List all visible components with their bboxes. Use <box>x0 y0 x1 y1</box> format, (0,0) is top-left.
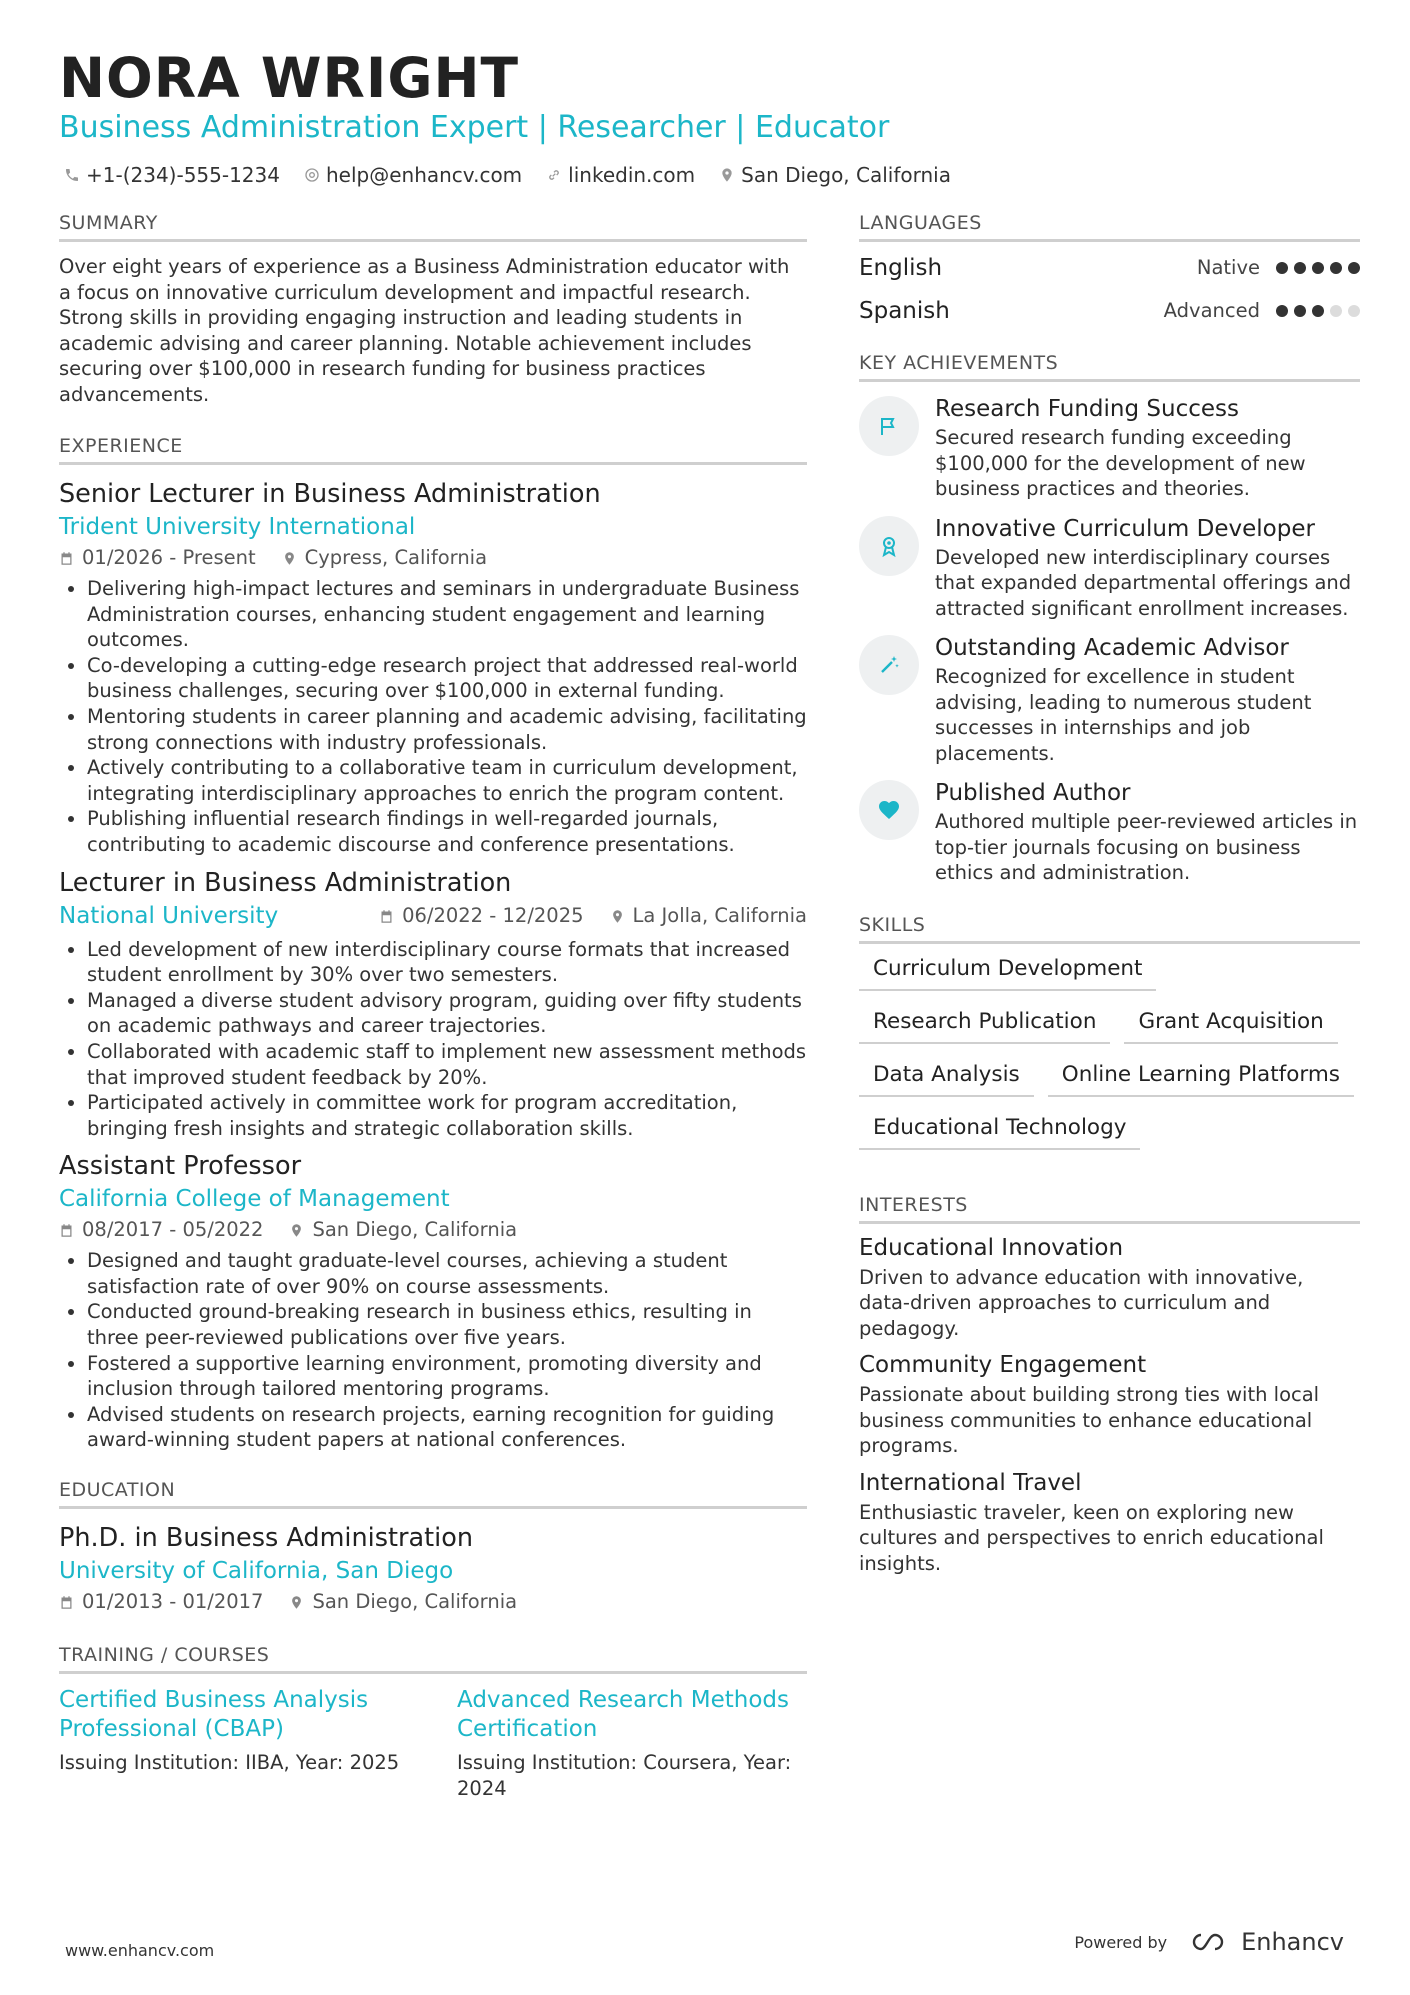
skill-tag: Online Learning Platforms <box>1048 1058 1354 1097</box>
skills-list <box>859 952 1360 1150</box>
training-section <box>59 1644 807 1801</box>
language-name: English <box>859 254 943 281</box>
rating-dot <box>1312 305 1324 317</box>
language-level: Advanced <box>1163 299 1260 322</box>
education-location-text: San Diego, California <box>312 1590 518 1614</box>
skill-tag: Research Publication <box>859 1005 1110 1044</box>
training-desc: Issuing Institution: Coursera, Year: 2024 <box>457 1751 792 1800</box>
education-section <box>59 1479 807 1616</box>
job-company: California College of Management <box>59 1186 450 1213</box>
job-company: Trident University International <box>59 514 416 540</box>
calendar-icon <box>379 909 394 924</box>
rating-dot <box>1294 262 1306 274</box>
location-pin-icon <box>289 1223 304 1238</box>
rating-dot <box>1330 305 1342 317</box>
left-column <box>59 212 807 1801</box>
location-pin-icon <box>289 1595 304 1610</box>
contact-bar <box>64 163 951 187</box>
job-location <box>610 902 807 930</box>
location-pin-icon <box>610 909 625 924</box>
footer-website[interactable]: www.enhancv.com <box>65 1941 215 1960</box>
achievement-content <box>935 778 1360 886</box>
job-bullet: • Led development of new interdisciplinary course formats that increased student enrollment by 30% over two semesters. <box>87 937 807 988</box>
job-bullet: • Advised students on research projects, earning recognition for guiding award-winning student papers at national conferences. <box>87 1402 807 1453</box>
training-list <box>59 1686 807 1801</box>
phone-icon <box>64 167 80 183</box>
location-text: San Diego, California <box>741 163 951 187</box>
job-meta <box>59 544 807 572</box>
achievement-title: Innovative Curriculum Developer <box>935 515 1315 542</box>
job-dates-text: 08/2017 - 05/2022 <box>82 1218 264 1242</box>
interest-item <box>859 1349 1360 1459</box>
experience-heading: EXPERIENCE <box>59 435 807 465</box>
job-title: Assistant Professor <box>59 1151 302 1182</box>
education-heading: EDUCATION <box>59 1479 807 1509</box>
calendar-icon <box>59 1223 74 1238</box>
achievement-title: Research Funding Success <box>935 396 1239 422</box>
achievement-item <box>859 778 1360 886</box>
achievement-title: Published Author <box>935 780 1131 806</box>
achievement-item <box>859 514 1360 622</box>
language-level: Native <box>1196 256 1260 279</box>
languages-section <box>859 212 1360 332</box>
job-location-text: La Jolla, California <box>632 904 807 928</box>
job-bullet: • Actively contributing to a collaborative team in curriculum development, integrating interdisciplinary approaches to enrich the program content. <box>87 755 807 806</box>
job-dates <box>59 1216 263 1244</box>
job-meta <box>379 902 807 930</box>
calendar-icon <box>59 1595 74 1610</box>
training-desc: Issuing Institution: IIBA, Year: 2025 <box>59 1751 400 1775</box>
contact-location <box>719 163 951 187</box>
interest-desc: Driven to advance education with innovative, data-driven approaches to curriculum and pedagogy. <box>859 1265 1304 1340</box>
right-column <box>859 212 1360 1576</box>
education-dates <box>59 1588 263 1616</box>
job-bullets <box>59 576 807 858</box>
skills-heading: SKILLS <box>859 914 1360 944</box>
job-title: Lecturer in Business Administration <box>59 867 512 898</box>
job-location-text: Cypress, California <box>304 546 488 569</box>
calendar-icon <box>59 551 74 566</box>
job-bullets <box>59 937 807 1142</box>
brand-name: Enhancv <box>1241 1928 1344 1956</box>
skills-section <box>859 914 1360 1150</box>
language-row <box>859 289 1360 332</box>
achievement-content <box>935 633 1360 766</box>
job-dates-text: 01/2026 - Present <box>82 546 256 569</box>
location-pin-icon <box>719 167 735 183</box>
interest-item <box>859 1232 1360 1342</box>
rating-dot <box>1276 305 1288 317</box>
phone-text: +1-(234)-555-1234 <box>86 163 280 187</box>
job-company: National University <box>59 902 279 929</box>
job-meta <box>59 1216 807 1244</box>
achievement-desc: Recognized for excellence in student advising, leading to numerous student successes in internships and job placements. <box>935 665 1312 765</box>
job-entry <box>59 866 807 1142</box>
training-title: Certified Business Analysis Professional (CBAP) <box>59 1687 369 1743</box>
education-meta <box>59 1588 807 1616</box>
summary-heading: SUMMARY <box>59 212 807 242</box>
skill-tag: Data Analysis <box>859 1058 1034 1097</box>
heart-icon <box>877 798 901 822</box>
training-heading: TRAINING / COURSES <box>59 1644 807 1674</box>
language-rating <box>1276 305 1360 317</box>
job-bullet: • Conducted ground-breaking research in business ethics, resulting in three peer-reviewed publications over five years. <box>87 1299 807 1350</box>
training-title: Advanced Research Methods Certification <box>457 1687 789 1743</box>
school-name: University of California, San Diego <box>59 1558 454 1585</box>
job-company-row <box>59 900 807 933</box>
magic-wand-icon <box>877 653 901 677</box>
job-bullet: • Publishing influential research findings in well-regarded journals, contributing to academic discourse and conference presentations. <box>87 806 807 857</box>
job-bullet: • Collaborated with academic staff to implement new assessment methods that improved student feedback by 20%. <box>87 1039 807 1090</box>
language-row <box>859 246 1360 289</box>
headline: Business Administration Expert | Researcher | Educator <box>59 110 890 145</box>
job-bullet: • Co-developing a cutting-edge research project that addressed real-world business challenges, securing over $100,000 in external funding. <box>87 653 807 704</box>
achievement-content <box>935 514 1360 622</box>
rating-dot <box>1294 305 1306 317</box>
experience-section <box>59 435 807 1453</box>
at-icon <box>304 167 320 183</box>
enhancv-logo-icon <box>1189 1931 1233 1953</box>
interests-section <box>859 1194 1360 1577</box>
brand-logo[interactable] <box>1189 1928 1344 1956</box>
job-bullet: • Fostered a supportive learning environment, promoting diversity and inclusion through tailored mentoring programs. <box>87 1351 807 1402</box>
job-bullet: • Managed a diverse student advisory program, guiding over fifty students on academic pathways and career trajectories. <box>87 988 807 1039</box>
rating-dot <box>1276 262 1288 274</box>
medal-icon <box>877 534 901 558</box>
email-text: help@enhancv.com <box>325 163 523 187</box>
job-location-text: San Diego, California <box>312 1218 518 1242</box>
degree-title: Ph.D. in Business Administration <box>59 1523 473 1554</box>
contact-linkedin[interactable] <box>546 163 695 187</box>
achievements-section <box>859 352 1360 886</box>
job-dates <box>379 902 583 930</box>
link-icon <box>546 167 562 183</box>
footer-branding <box>1074 1928 1344 1956</box>
rating-dot <box>1348 262 1360 274</box>
skill-tag: Curriculum Development <box>859 952 1156 991</box>
achievement-title: Outstanding Academic Advisor <box>935 635 1289 661</box>
contact-phone[interactable] <box>64 163 280 187</box>
achievement-desc: Secured research funding exceeding $100,000 for the development of new business practices and theories. <box>935 426 1306 500</box>
education-location <box>289 1588 517 1616</box>
job-location <box>282 544 487 572</box>
achievement-item <box>859 633 1360 766</box>
achievement-icon-badge <box>859 780 919 840</box>
job-location <box>289 1216 517 1244</box>
training-item <box>59 1686 409 1801</box>
achievement-icon-badge <box>859 396 919 456</box>
interest-desc: Passionate about building strong ties with local business communities to enhance educational programs. <box>859 1383 1320 1457</box>
interest-desc: Enthusiastic traveler, keen on exploring new cultures and perspectives to enrich educational insights. <box>859 1500 1324 1575</box>
flag-icon <box>877 414 901 438</box>
training-item <box>457 1686 807 1801</box>
achievement-item <box>859 394 1360 502</box>
skill-tag: Educational Technology <box>859 1111 1140 1150</box>
candidate-name: NORA WRIGHT <box>59 46 520 110</box>
linkedin-text: linkedin.com <box>568 163 696 187</box>
achievements-heading: KEY ACHIEVEMENTS <box>859 352 1360 382</box>
job-bullet: • Participated actively in committee work for program accreditation, bringing fresh insights and strategic collaboration skills. <box>87 1090 807 1141</box>
achievement-desc: Developed new interdisciplinary courses that expanded departmental offerings and attracted significant enrollment increases. <box>935 545 1352 620</box>
job-bullet: • Delivering high-impact lectures and seminars in undergraduate Business Administration courses, enhancing student engagement and learning outcomes. <box>87 576 807 653</box>
job-entry <box>59 477 807 858</box>
achievement-desc: Authored multiple peer-reviewed articles in top-tier journals focusing on business ethics and administration. <box>935 810 1358 884</box>
interests-heading: INTERESTS <box>859 1194 1360 1224</box>
rating-dot <box>1312 262 1324 274</box>
interest-title: Educational Innovation <box>859 1234 1124 1261</box>
achievement-icon-badge <box>859 516 919 576</box>
skill-tag: Grant Acquisition <box>1124 1005 1337 1044</box>
rating-dot <box>1330 262 1342 274</box>
job-dates <box>59 544 256 572</box>
interest-title: Community Engagement <box>859 1352 1147 1378</box>
contact-email[interactable] <box>304 163 522 187</box>
summary-section <box>59 212 807 407</box>
languages-heading: LANGUAGES <box>859 212 1360 242</box>
job-entry <box>59 1149 807 1453</box>
job-bullet: • Designed and taught graduate-level courses, achieving a student satisfaction rate of over 90% on course assessments. <box>87 1248 807 1299</box>
achievement-content <box>935 394 1360 502</box>
job-bullet: • Mentoring students in career planning and academic advising, facilitating strong connections with industry professionals. <box>87 704 807 755</box>
job-bullets <box>59 1248 807 1453</box>
interest-item <box>859 1467 1360 1577</box>
summary-text: Over eight years of experience as a Business Administration educator with a focus on innovative curriculum development and impactful research. Strong skills in providing engaging instruction and leading students in academic advising and career planning. Notable achievement includes securing over $100,000 in research funding for business practices advancements. <box>59 255 790 406</box>
powered-by-text: Powered by <box>1074 1932 1168 1952</box>
achievement-icon-badge <box>859 635 919 695</box>
location-pin-icon <box>282 551 297 566</box>
education-dates-text: 01/2013 - 01/2017 <box>82 1590 264 1614</box>
language-rating <box>1276 262 1360 274</box>
rating-dot <box>1348 305 1360 317</box>
job-dates-text: 06/2022 - 12/2025 <box>402 904 584 928</box>
language-name: Spanish <box>859 297 950 324</box>
job-title: Senior Lecturer in Business Administration <box>59 479 601 509</box>
interest-title: International Travel <box>859 1469 1082 1496</box>
